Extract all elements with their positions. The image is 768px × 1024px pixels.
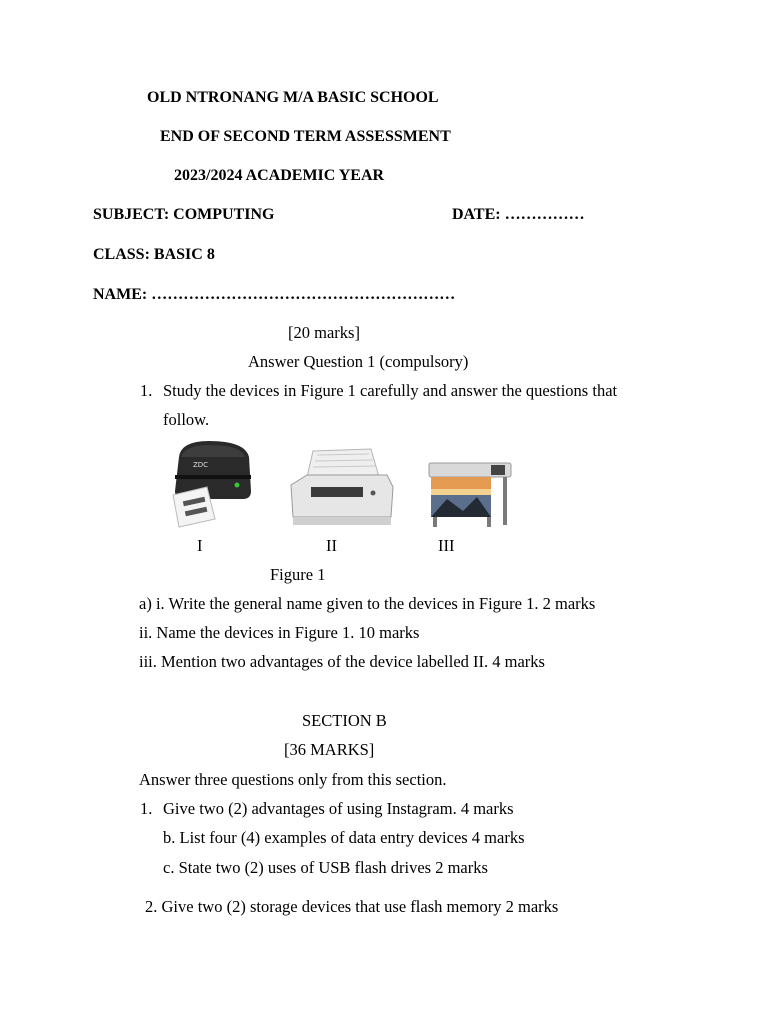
class-line: CLASS: BASIC 8 [93, 246, 215, 263]
question-1-text: Study the devices in Figure 1 carefully and answer the questions that [163, 381, 618, 400]
figure-label-iii: III [438, 536, 455, 555]
section-b-question-1a: Give two (2) advantages of using Instagram. 4 marks [163, 799, 514, 818]
printer-brand-text: ZDC [193, 461, 209, 469]
figure-label-ii: II [326, 536, 337, 555]
label-printer-image [165, 437, 255, 529]
section-b-marks: [36 MARKS] [284, 740, 375, 759]
date-line: DATE: …………… [452, 206, 585, 223]
question-a-i: a) i. Write the general name given to the devices in Figure 1. 2 marks [139, 594, 596, 613]
section-b-instruction: Answer three questions only from this section. [139, 770, 447, 789]
academic-year: 2023/2024 ACADEMIC YEAR [174, 167, 385, 184]
figure-label-i: I [197, 536, 203, 555]
question-a-ii: ii. Name the devices in Figure 1. 10 marks [139, 623, 420, 642]
section-a-marks: [20 marks] [288, 323, 360, 342]
section-a-instruction: Answer Question 1 (compulsory) [248, 352, 469, 371]
section-b-question-2: 2. Give two (2) storage devices that use flash memory 2 marks [145, 897, 559, 916]
school-name: OLD NTRONANG M/A BASIC SCHOOL [147, 89, 439, 106]
subject-line: SUBJECT: COMPUTING [93, 206, 275, 223]
section-b-question-1c: c. State two (2) uses of USB flash drives 2 marks [163, 858, 488, 877]
section-b-question-1-number: 1. [140, 799, 153, 818]
question-1-number: 1. [140, 381, 153, 400]
section-b-question-1b: b. List four (4) examples of data entry devices 4 marks [163, 828, 525, 847]
figure-caption: Figure 1 [270, 565, 326, 584]
question-1-text-cont: follow. [163, 410, 210, 429]
question-a-iii: iii. Mention two advantages of the device labelled II. 4 marks [139, 652, 545, 671]
name-line: NAME: ………………………………………………… [93, 286, 456, 303]
section-b-title: SECTION B [302, 711, 387, 730]
plotter-printer-image [425, 459, 515, 529]
assessment-title: END OF SECOND TERM ASSESSMENT [160, 128, 451, 145]
dot-matrix-printer-image [287, 447, 395, 529]
